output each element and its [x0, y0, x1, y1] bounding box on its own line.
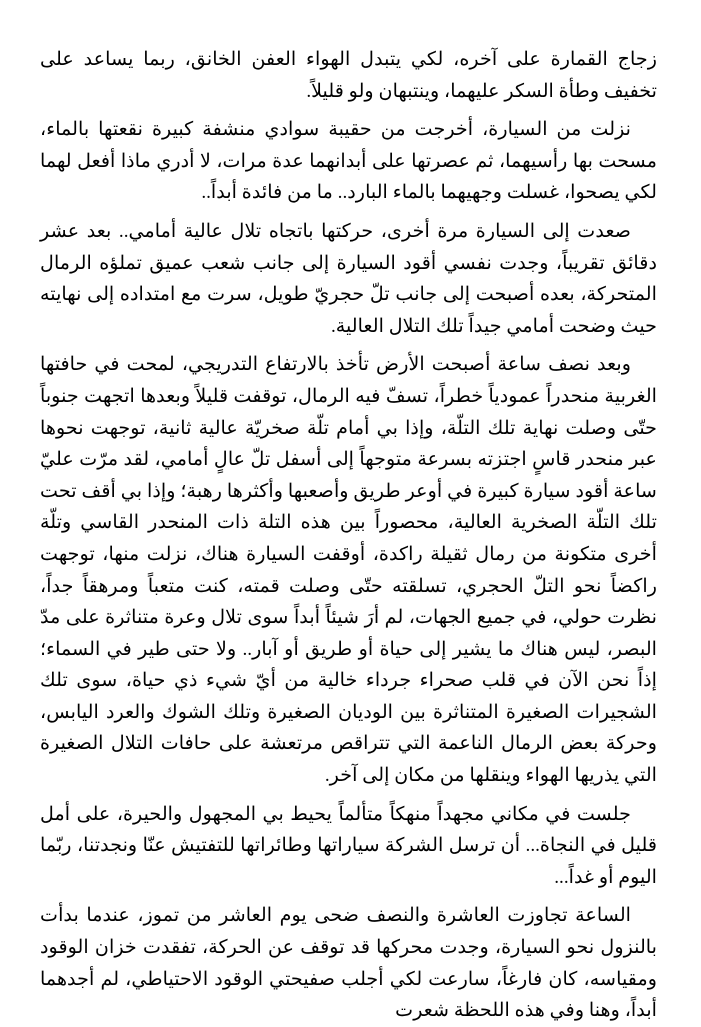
paragraph-6: الساعة تجاوزت العاشرة والنصف ضحى يوم العاشر من تموز، عندما بدأت بالنزول نحو السيارة، وجدت محركها قد توقف عن الحركة، تفقدت خزان الوقود ومقياسه، كان فارغاً، سارعت لكي أجلب صفيحتي الوقود الاحتياطي، لم أجدهما أبداً، وهنا وفي هذه اللحظة شعرت — [40, 905, 657, 1022]
paragraph-1: زجاج القمارة على آخره، لكي يتبدل الهواء العفن الخانق، ربما يساعد على تخفيف وطأة السكر عليهما، وينتبهان ولو قليلاً. — [40, 49, 657, 102]
paragraph-5: جلست في مكاني مجهداً منهكاً متألماً يحيط بي المجهول والحيرة، على أمل قليل في النجاة... أن ترسل الشركة سياراتها وطائراتها للتفتيش عنّا ونجدتنا، ربّما اليوم أو غداً... — [40, 803, 657, 888]
paragraph-3: صعدت إلى السيارة مرة أخرى، حركتها باتجاه تلال عالية أمامي.. بعد عشر دقائق تقريباً، وجدت نفسي أقود السيارة إلى جانب شعب عميق تملؤه الرمال المتحركة، بعده أصبحت إلى جانب تلّ حجريّ طويل، سرت مع امتداده إلى نهايته حيث وضحت أمامي جيداً تلك التلال العالية. — [40, 220, 657, 337]
paragraph-4: وبعد نصف ساعة أصبحت الأرض تأخذ بالارتفاع التدريجي، لمحت في حافتها الغربية منحدراً عمودياً خطراً، تسفّ فيه الرمال، توقفت قليلاً وبعدها اتجهت جنوباً حتّى وصلت نهاية تلك التلّة، وإذا بي أمام تلّة صخريّة عالية ثانية، توجهت نحوها عبر منحدر قاسٍ اجتزته بسرعة متوجهاً إلى أسفل تلّ عالٍ أمامي، لقد مرّت عليّ ساعة أقود سيارة كبيرة في أوعر طريق وأصعبها وأكثرها رهبة؛ وإذا بي أقف تحت تلك التلّة الصخرية العالية، محصوراً بين هذه التلة ذات المنحدر القاسي وتلّة أخرى متكونة من رمال ثقيلة راكدة، أوقفت السيارة هناك، نزلت منها، توجهت راكضاً نحو التلّ الحجري، تسلقته حتّى وصلت قمته، كنت متعباً ومرهقاً جداً، نظرت حولي، في جميع الجهات، لم أرَ شيئاً أبداً سوى تلال وعرة متناثرة على مدّ البصر، ليس هناك ما يشير إلى حياة أو طريق أو آبار.. ولا حتى طير في السماء؛ إذاً نحن الآن في قلب صحراء جرداء خالية من أيّ شيء ذي حياة، سوى تلك الشجيرات الصغيرة المتناثرة بين الوديان الصغيرة وتلك الشوك والعرد اليابس، وحركة بعض الرمال الناعمة التي تتراقص مرتعشة على حافات التلال الصغيرة التي يذريها الهواء وينقلها من مكان إلى آخر. — [40, 354, 657, 787]
paragraph-2: نزلت من السيارة، أخرجت من حقيبة سوادي منشفة كبيرة نقعتها بالماء، مسحت بها رأسيهما، ثم عصرتها على أبدانهما عدة مرات، لا أدري ماذا أفعل لهما لكي يصحوا، غسلت وجهيهما بالماء البارد.. ما من فائدة أبداً.. — [40, 119, 657, 204]
